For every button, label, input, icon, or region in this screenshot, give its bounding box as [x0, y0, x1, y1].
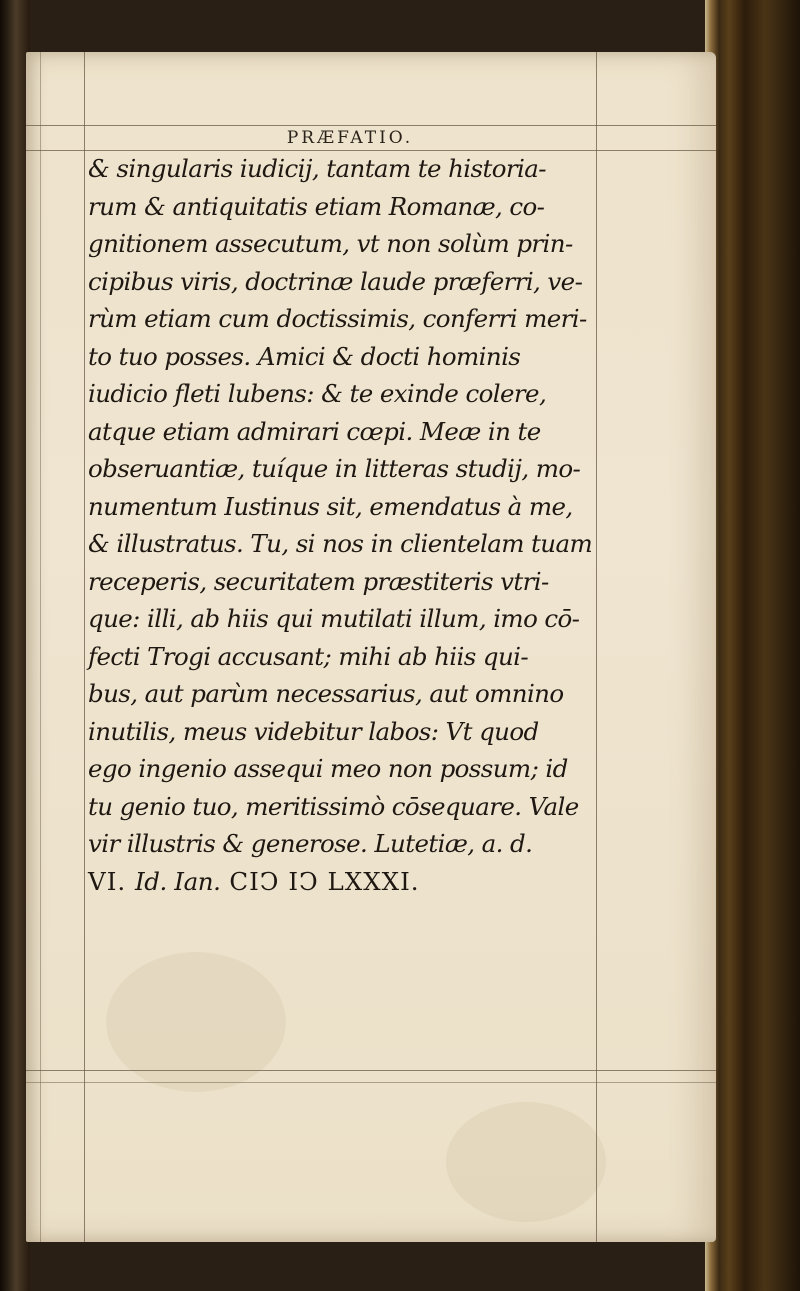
date-line [86, 863, 596, 901]
text-line: gnitionem assecutum, vt non solùm prin- [88, 229, 573, 258]
text-line: obseruantiæ, tuíque in litteras studij, mo- [88, 454, 581, 483]
paper-stain [446, 1102, 606, 1222]
text-line: receperis, securitatem præstiteris vtri- [88, 566, 549, 596]
text-line: cipibus viris, doctrinæ laude præferri, ve- [88, 266, 583, 296]
date-year: CIↃ IↃ LXXXI. [229, 866, 420, 896]
text-line: ego ingenio assequi meo non possum; id [88, 754, 568, 783]
text-line: iudicio fleti lubens: & te exinde colere, [88, 379, 547, 408]
text-line: & illustratus. Tu, si nos in clientelam tuam [88, 529, 593, 558]
text-line: to tuo posses. Amici & docti hominis [88, 341, 521, 371]
ruled-line [26, 125, 716, 126]
text-line: inutilis, meus videbitur labos: Vt quod [88, 716, 539, 746]
paper-stain [106, 952, 286, 1092]
preface-text [86, 150, 596, 900]
text-line: vir illustris & generose. Lutetiæ, a. d. [88, 829, 533, 858]
text-line: tu genio tuo, meritissimò cōsequare. Vale [88, 791, 579, 821]
text-line: fecti Trogi accusant; mihi ab hiis qui- [88, 641, 529, 671]
text-line: bus, aut parùm necessarius, aut omnino [88, 679, 564, 708]
text-line: que: illi, ab hiis qui mutilati illum, imo cō- [88, 604, 580, 633]
text-line: rùm etiam cum doctissimis, conferri meri- [88, 304, 587, 333]
ruled-line [40, 52, 41, 1242]
ruled-line [84, 52, 85, 1242]
date-prefix: VI. [88, 866, 127, 896]
date-middle: Id. Ian. [134, 866, 221, 896]
text-line: atque etiam admirari cœpi. Meæ in te [88, 416, 541, 446]
running-head: PRÆFATIO. [286, 128, 414, 148]
ruled-line [26, 1070, 716, 1071]
ruled-line [26, 1082, 716, 1083]
text-line: rum & antiquitatis etiam Romanæ, co- [88, 191, 545, 221]
text-line: numentum Iustinus sit, emendatus à me, [88, 491, 573, 521]
text-line: & singularis iudicij, tantam te historia- [88, 154, 546, 183]
book-fore-edge [705, 0, 800, 1291]
ruled-line [596, 52, 597, 1242]
